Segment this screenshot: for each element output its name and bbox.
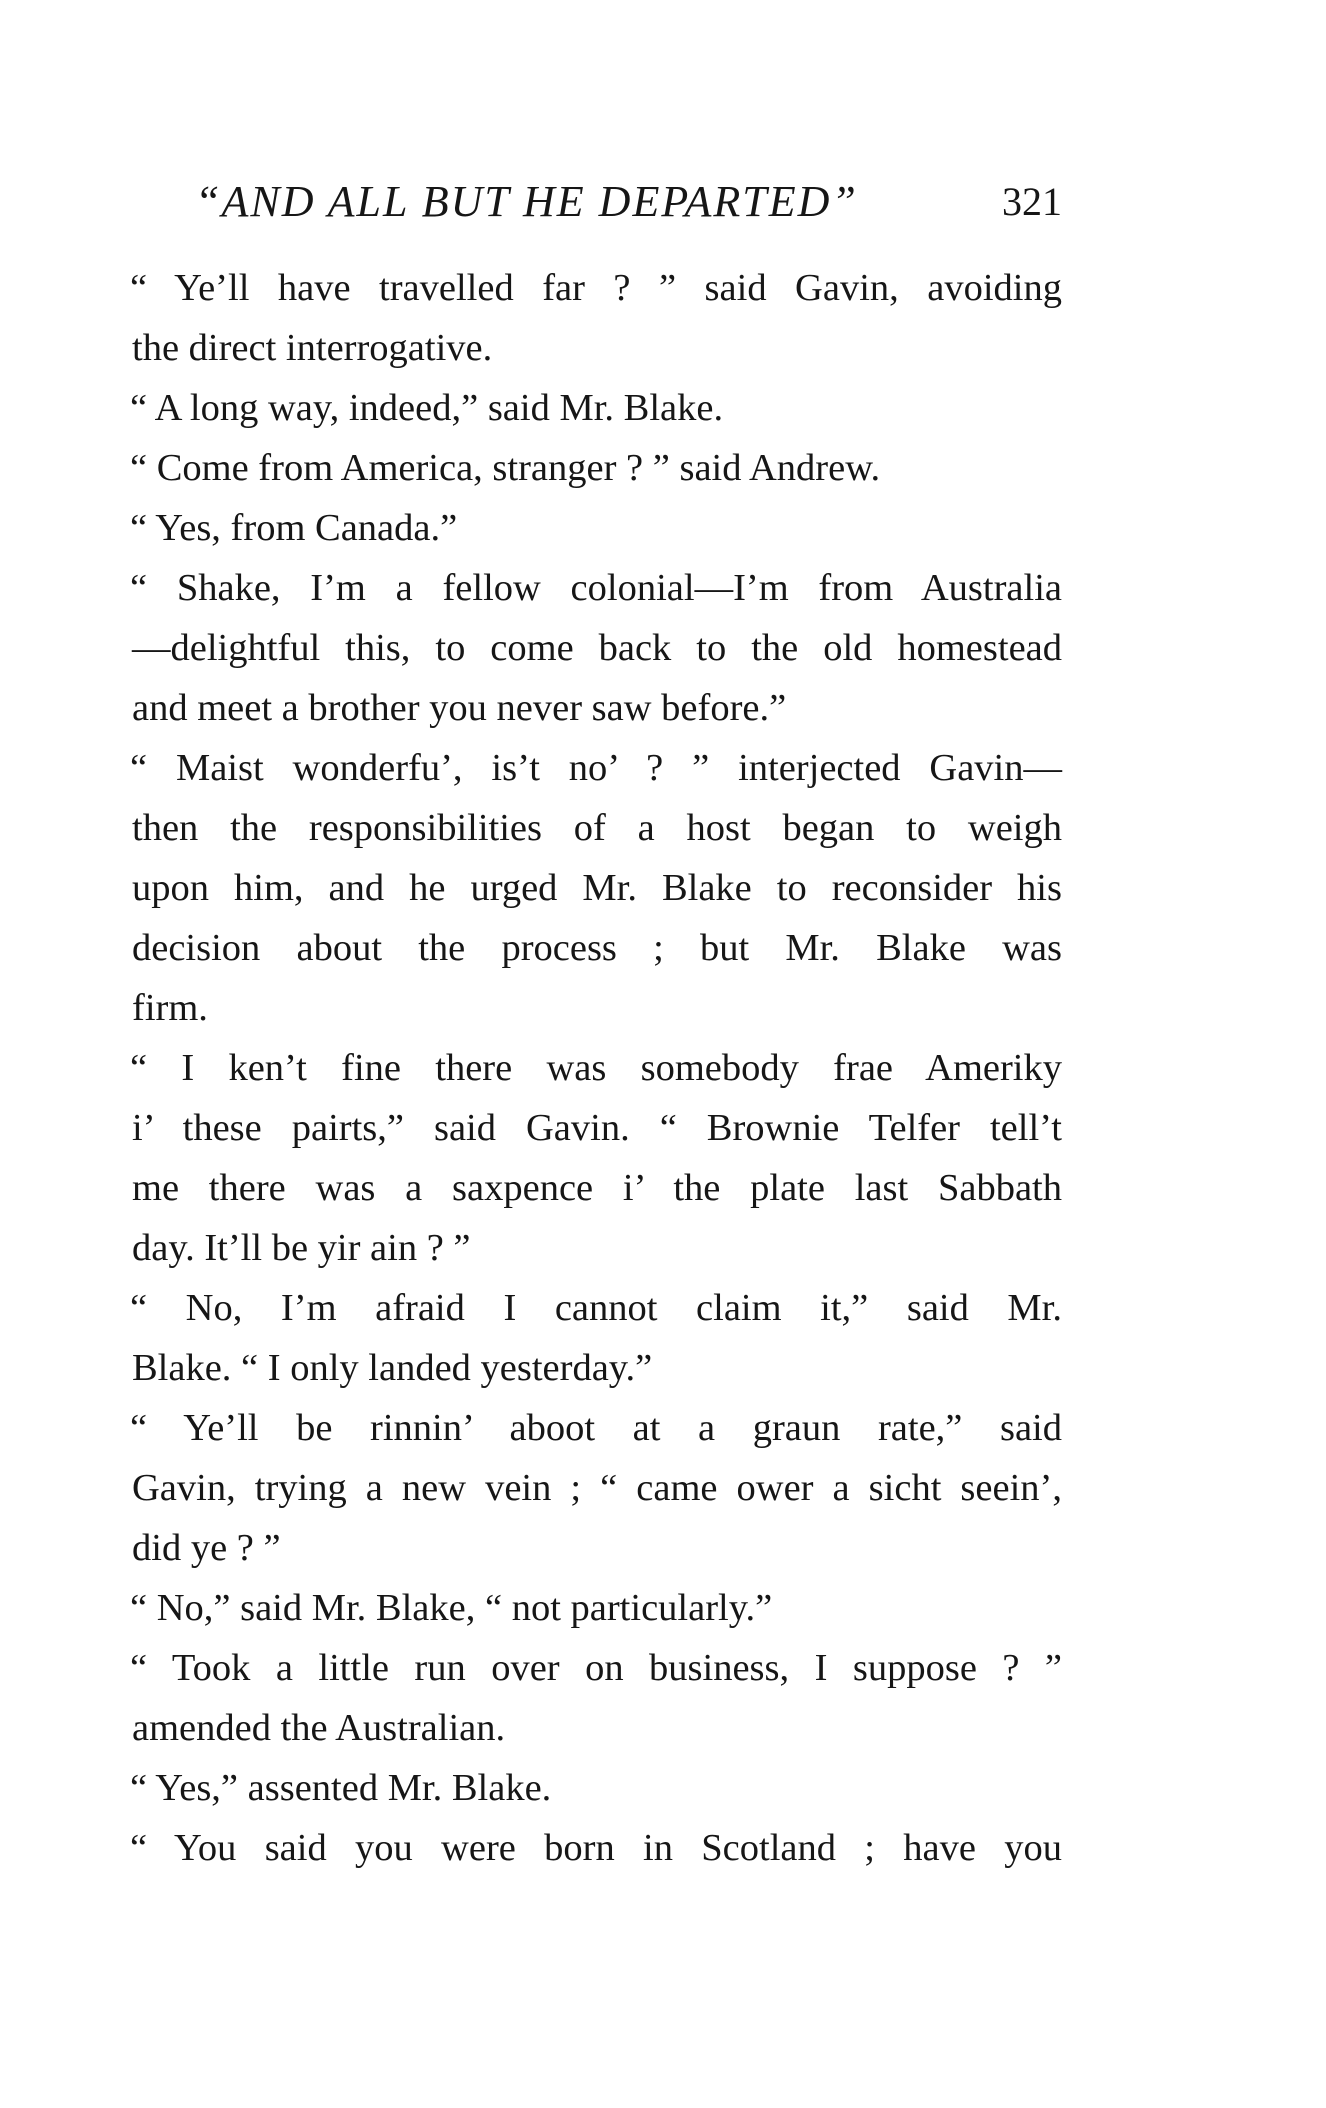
text-line: “ No, I’m afraid I cannot claim it,” said Mr.	[130, 1287, 1062, 1329]
text-line: Gavin, trying a new vein ; “ came ower a sicht seein’,	[132, 1467, 1062, 1509]
text-line: decision about the process ; but Mr. Blake was	[132, 927, 1062, 969]
paragraph	[92, 438, 1062, 498]
text-line: and meet a brother you never saw before.”	[132, 687, 787, 729]
paragraph	[92, 1038, 1062, 1278]
text-line: amended the Australian.	[132, 1707, 506, 1749]
text-line: —delightful this, to come back to the old homestead	[132, 627, 1062, 669]
paragraph	[92, 1818, 1062, 1878]
paragraph	[92, 378, 1062, 438]
text-line: did ye ? ”	[132, 1527, 281, 1569]
text-line: the direct interrogative.	[132, 327, 493, 369]
text-line: “ Maist wonderfu’, is’t no’ ? ” interjected Gavin—	[130, 747, 1062, 789]
running-head-title: “AND ALL BUT HE DEPARTED”	[195, 177, 858, 226]
paragraph	[92, 1278, 1062, 1398]
text-line: upon him, and he urged Mr. Blake to reconsider his	[132, 867, 1062, 909]
text-line: me there was a saxpence i’ the plate last Sabbath	[132, 1167, 1062, 1209]
text-line: then the responsibilities of a host began to weigh	[132, 807, 1062, 849]
text-line: “ Shake, I’m a fellow colonial—I’m from Australia	[130, 567, 1062, 609]
text-line: “ Ye’ll be rinnin’ aboot at a graun rate,” said	[130, 1407, 1062, 1449]
paragraph	[92, 1398, 1062, 1578]
running-head	[195, 172, 1062, 232]
text-line: “ Took a little run over on business, I suppose ? ”	[130, 1647, 1062, 1689]
paragraph	[92, 258, 1062, 378]
text-line: Blake. “ I only landed yesterday.”	[132, 1347, 653, 1389]
body-text	[92, 258, 1062, 1878]
text-line: “ Ye’ll have travelled far ? ” said Gavin, avoiding	[130, 267, 1062, 309]
text-line: “ Yes, from Canada.”	[130, 507, 458, 549]
paragraph	[92, 498, 1062, 558]
text-line: “ No,” said Mr. Blake, “ not particularly.”	[130, 1587, 773, 1629]
text-line: “ Come from America, stranger ? ” said Andrew.	[130, 447, 881, 489]
text-line: “ I ken’t fine there was somebody frae Ameriky	[130, 1047, 1062, 1089]
paragraph	[92, 558, 1062, 738]
page-number: 321	[1002, 179, 1062, 224]
paragraph	[92, 738, 1062, 1038]
text-line: “ You said you were born in Scotland ; have you	[130, 1827, 1062, 1869]
text-line: “ Yes,” assented Mr. Blake.	[130, 1767, 552, 1809]
paragraph	[92, 1638, 1062, 1758]
text-line: day. It’ll be yir ain ? ”	[132, 1227, 471, 1269]
paragraph	[92, 1578, 1062, 1638]
text-line: i’ these pairts,” said Gavin. “ Brownie Telfer tell’t	[132, 1107, 1062, 1149]
text-line: firm.	[132, 987, 208, 1029]
paragraph	[92, 1758, 1062, 1818]
text-line: “ A long way, indeed,” said Mr. Blake.	[130, 387, 724, 429]
